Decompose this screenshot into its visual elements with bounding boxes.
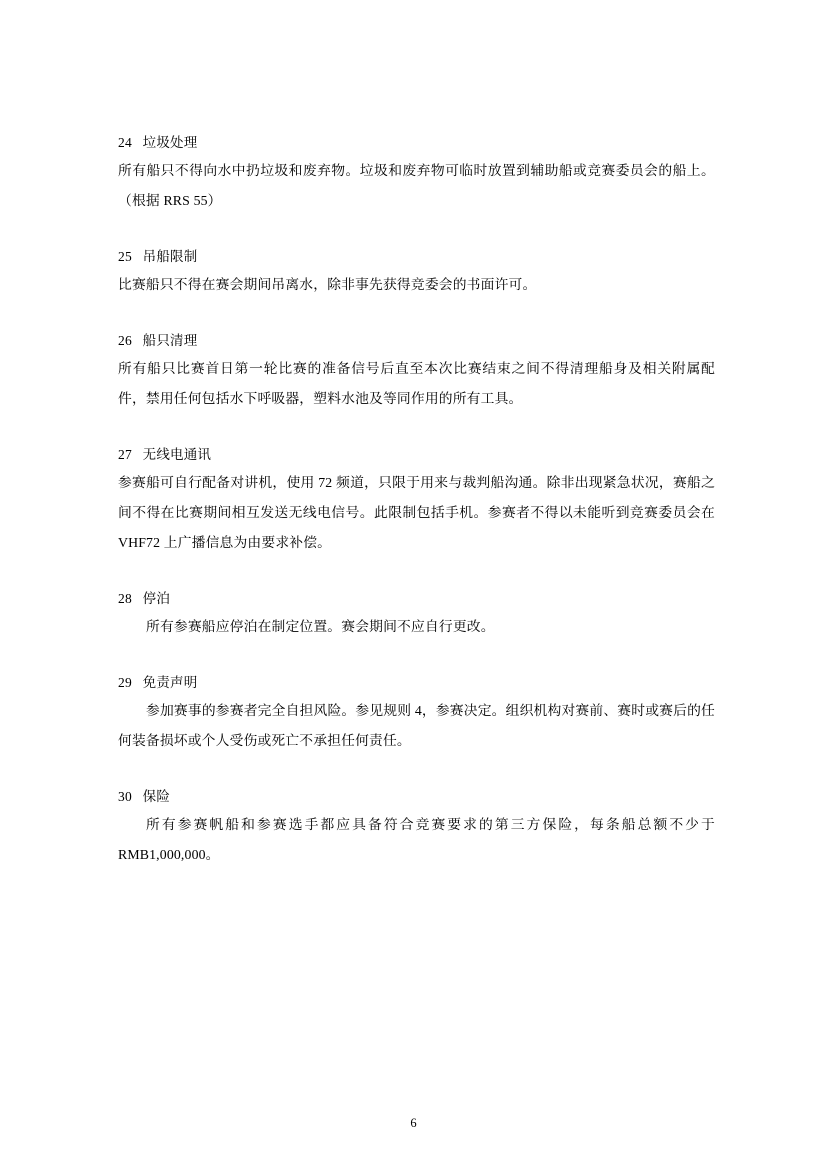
section-26 xyxy=(118,328,715,414)
section-25-body: 比赛船只不得在赛会期间吊离水，除非事先获得竞委会的书面许可。 xyxy=(118,277,537,292)
section-27-body: 参赛船可自行配备对讲机，使用 72 频道，只限于用来与裁判船沟通。除非出现紧急状况，赛船之间不得在比赛期间相互发送无线电信号。此限制包括手机。参赛者不得以未能听到竞赛委员会在 VHF72 上广播信息为由要求补偿。 xyxy=(118,475,715,550)
page-number: 6 xyxy=(410,1116,417,1130)
section-29 xyxy=(118,670,715,756)
section-28-body: 所有参赛船应停泊在制定位置。赛会期间不应自行更改。 xyxy=(146,619,495,634)
section-29-heading: 29 免责声明 xyxy=(118,675,198,690)
section-26-heading: 26 船只清理 xyxy=(118,333,198,348)
section-24-heading: 24 垃圾处理 xyxy=(118,135,198,150)
section-24-body: 所有船只不得向水中扔垃圾和废弃物。垃圾和废弃物可临时放置到辅助船或竞赛委员会的船上。（根据 RRS 55） xyxy=(118,163,715,208)
section-27 xyxy=(118,442,715,558)
section-29-body: 参加赛事的参赛者完全自担风险。参见规则 4，参赛决定。组织机构对赛前、赛时或赛后的任何装备损坏或个人受伤或死亡不承担任何责任。 xyxy=(118,703,715,748)
section-30-heading: 30 保险 xyxy=(118,789,171,804)
section-25-heading: 25 吊船限制 xyxy=(118,249,198,264)
section-28-heading: 28 停泊 xyxy=(118,591,171,606)
section-28 xyxy=(118,586,715,642)
section-30 xyxy=(118,784,715,870)
section-26-body: 所有船只比赛首日第一轮比赛的准备信号后直至本次比赛结束之间不得清理船身及相关附属配件，禁用任何包括水下呼吸器，塑料水池及等同作用的所有工具。 xyxy=(118,361,715,406)
section-27-heading: 27 无线电通讯 xyxy=(118,447,212,462)
spacer xyxy=(118,216,715,244)
section-30-body: 所有参赛帆船和参赛选手都应具备符合竞赛要求的第三方保险，每条船总额不少于RMB1,000,000。 xyxy=(118,817,715,862)
spacer xyxy=(118,558,715,586)
spacer xyxy=(118,300,715,328)
spacer xyxy=(118,414,715,442)
section-24 xyxy=(118,130,715,216)
spacer xyxy=(118,756,715,784)
spacer xyxy=(118,642,715,670)
section-25 xyxy=(118,244,715,300)
